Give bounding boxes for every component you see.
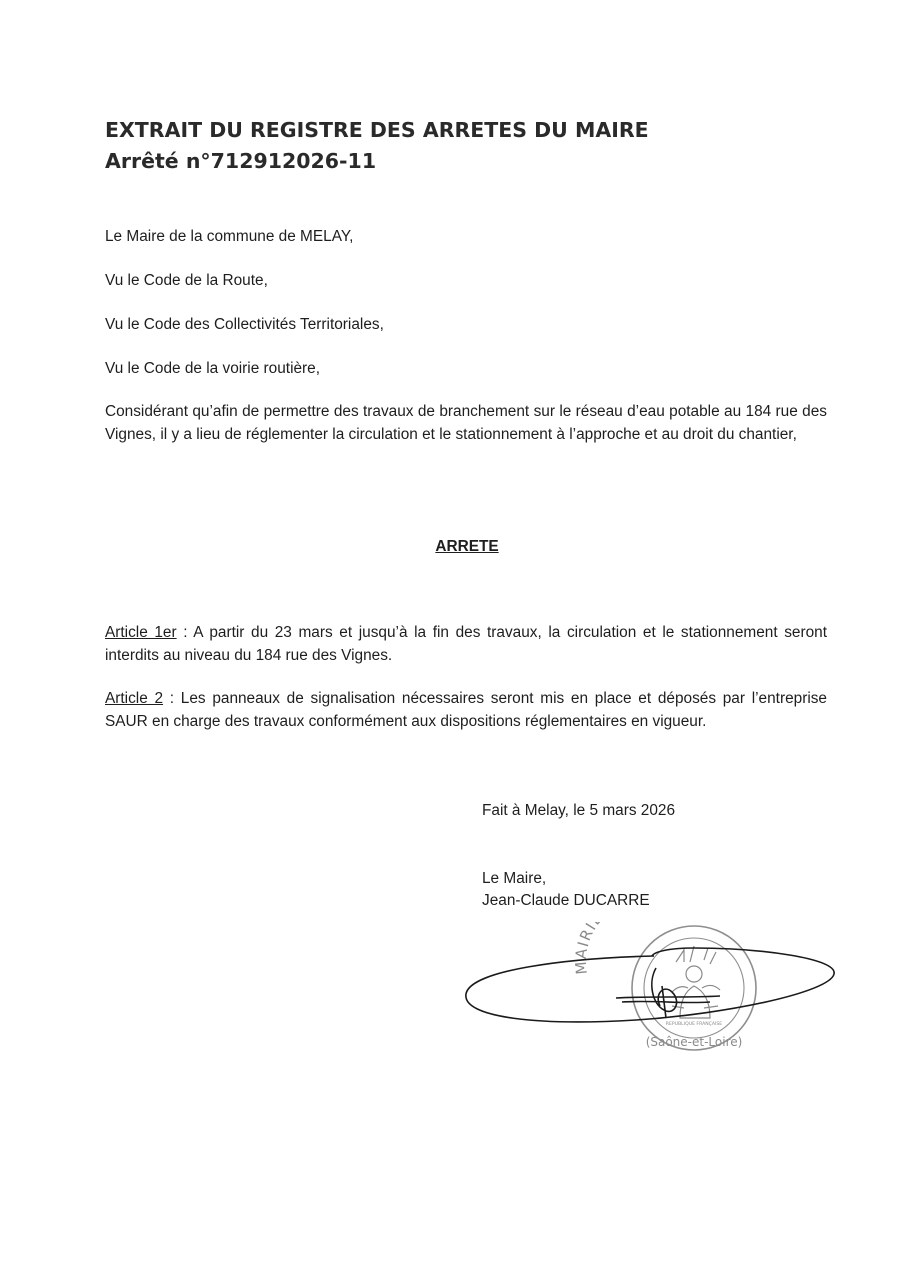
seal-bottom-text: (Saône-et-Loire)	[645, 1035, 743, 1049]
decree-number: Arrêté n°712912026-11	[105, 149, 377, 173]
article-2	[105, 688, 827, 733]
document-title	[105, 115, 649, 177]
article-1-label: Article 1er	[105, 624, 177, 641]
article-2-label: Article 2	[105, 690, 164, 707]
article-1-text: A partir du 23 mars et jusqu’à la fin des travaux, la circulation et le stationnement seront interdits au niveau du 184 rue des Vignes.	[105, 624, 828, 664]
official-seal	[458, 922, 838, 1062]
mayor-line: Le Maire de la commune de MELAY,	[105, 228, 354, 245]
seal-top-text: MAIRI	[571, 922, 601, 976]
legal-basis-route: Vu le Code de la Route,	[105, 272, 268, 289]
article-2-separator: :	[163, 690, 181, 707]
marianne-emblem-icon	[672, 946, 720, 1018]
article-1-separator: :	[176, 624, 194, 641]
article-2-text: Les panneaux de signalisation nécessaires seront mis en place et déposés par l’entreprise SAUR en charge des travaux conformément aux dispositions réglementaires en vigueur.	[105, 690, 827, 730]
article-1	[105, 622, 827, 667]
decision-heading: ARRETE	[435, 538, 499, 555]
considerant-paragraph: Considérant qu’afin de permettre des travaux de branchement sur le réseau d’eau potable au 184 rue des Vignes, il y a lieu de réglementer la circulation et le stationnement à l’approche et au droit du chantier,	[105, 403, 827, 443]
place-and-date: Fait à Melay, le 5 mars 2026	[482, 802, 676, 819]
register-heading: EXTRAIT DU REGISTRE DES ARRETES DU MAIRE	[105, 118, 649, 142]
legal-basis-voirie: Vu le Code de la voirie routière,	[105, 360, 321, 377]
seal-inner-text: REPUBLIQUE FRANÇAISE	[665, 1022, 723, 1027]
signatory-name: Jean-Claude DUCARRE	[482, 892, 650, 909]
signatory-role: Le Maire,	[482, 870, 547, 887]
signature-and-seal	[458, 922, 838, 1062]
legal-basis-collectivites: Vu le Code des Collectivités Territoriales,	[105, 316, 384, 333]
